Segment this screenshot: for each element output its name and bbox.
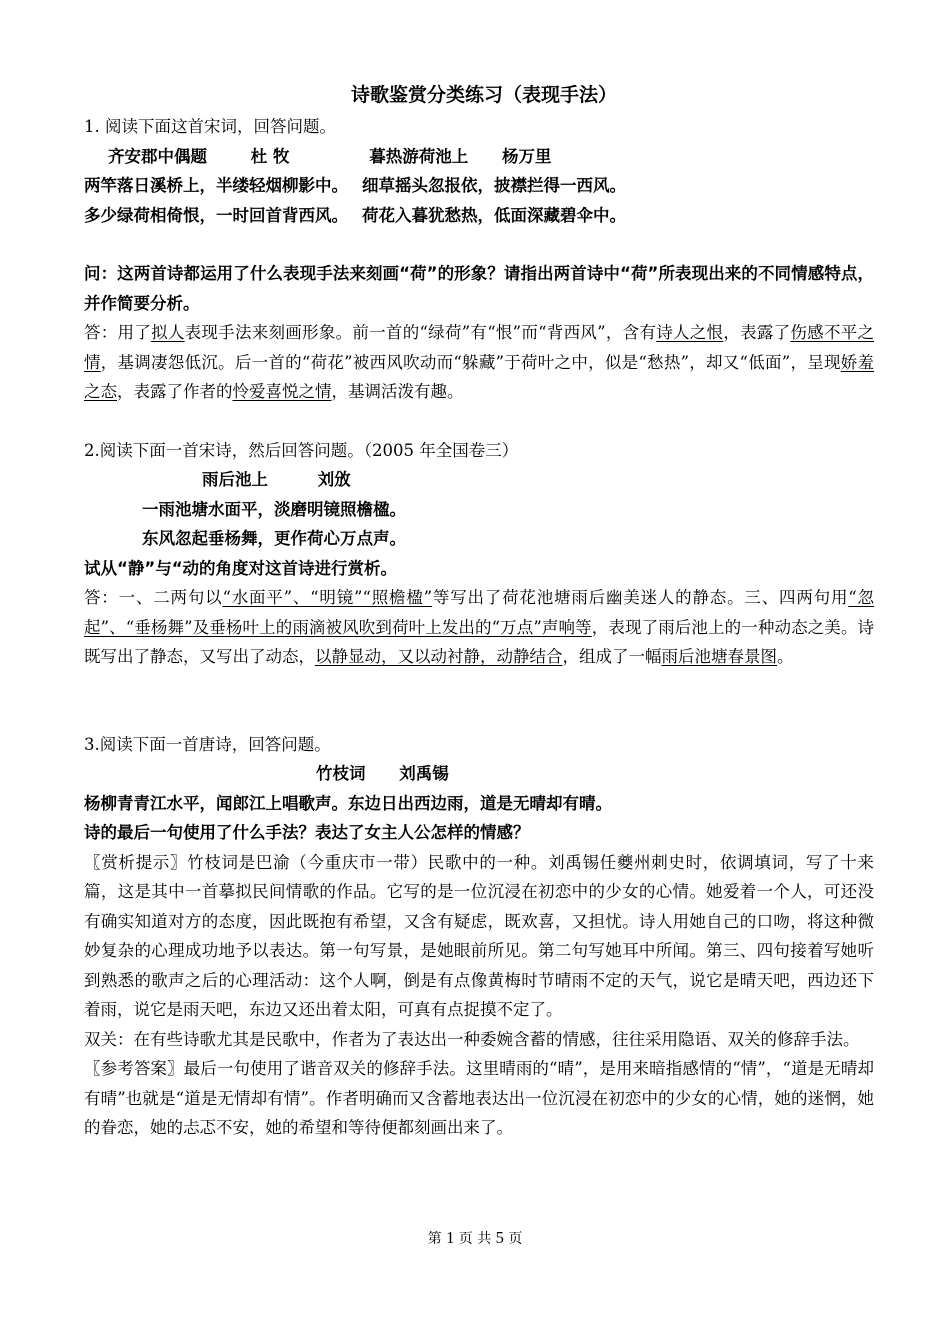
q2-poem-heading: [84, 465, 874, 495]
q1-poem-line-2: [84, 201, 874, 231]
page-footer: [0, 1228, 950, 1248]
page-title: 诗歌鉴赏分类练习（表现手法）: [350, 84, 617, 106]
document-page: [84, 78, 874, 1143]
q1-answer-underline: 娇羞之态: [84, 352, 875, 401]
q2-answer-underline: 雨后池塘春景图: [661, 647, 777, 666]
q3-poem-author: 刘禹锡: [399, 764, 449, 783]
footer-text: 页 共: [458, 1231, 492, 1247]
q1-poem-titles: [84, 142, 874, 172]
q2-prompt: 2.阅读下面一首宋诗，然后回答问题。（2005 年全国卷三）: [84, 440, 519, 460]
q3-poem-title: 竹枝词: [316, 764, 366, 783]
q1-poem-line-1: [84, 171, 874, 201]
q1-line1b: 细草摇头忽报依，披襟拦得一西风。: [362, 176, 626, 195]
q2-answer-underline: 以静显动，又以动衬静，动静结合: [315, 647, 563, 666]
q1-answer-underline: 怜爱喜悦之情: [232, 382, 332, 401]
footer-total-pages: 5: [495, 1228, 504, 1247]
q2-answer-text: 。: [777, 647, 794, 666]
q1-answer: [84, 318, 874, 407]
q1-poem-a-title: 齐安郡中偶题: [108, 146, 207, 166]
q1-answer-text: ，基调凄怨低沉。后一首的“荷花”被西风吹动而“躲藏”于荷叶之中，似是“愁热”，却又“低面”，呈现: [100, 352, 841, 372]
footer-page-number: 1: [446, 1228, 455, 1247]
q1-answer-text: ，表露了作者的: [117, 382, 233, 401]
footer-text: 页: [508, 1231, 523, 1247]
q1-answer-underline: 拟人: [151, 323, 185, 342]
q2-answer-text: 答：一、二两句以: [84, 588, 223, 607]
q1-answer-text: ，基调活泼有趣。: [331, 382, 464, 401]
q1-answer-text: 答：用了: [84, 323, 152, 342]
q2-poem-title: 雨后池上: [202, 470, 268, 489]
q1-line1a: 两竿落日溪桥上，半缕轻烟柳影中。: [84, 176, 348, 195]
q1-poem-a-author: 杜 牧: [250, 146, 290, 166]
q1-answer-text: 表现手法来刻画形象。前一首的“绿荷”有“恨”而“背西风”，含有: [184, 323, 657, 342]
q3-hint: 〖赏析提示〗竹枝词是巴渝（今重庆市一带）民歌中的一种。刘禹锡任夔州刺史时，依调填词，写了十来篇，这是其中一首摹拟民间情歌的作品。它写的是一位沉浸在初恋中的少女的心情。她爱着一个人，可还没有确实知道对方的态度，因此既抱有希望，又含有疑虑，既欢喜，又担忧。诗人用她自己的口吻，将这种微妙复杂的心理成功地予以表达。第一句写景，是她眼前所见。第二句写她耳中所闻。第三、四句接着写她听到熟悉的歌声之后的心理活动：这个人啊，倒是有点像黄梅时节晴雨不定的天气，说它是晴天吧，西边还下着雨，说它是雨天吧，东边又还出着太阳，可真有点捉摸不定了。: [84, 852, 874, 1019]
q1-line2a: 多少绿荷相倚恨，一时回首背西风。: [84, 205, 348, 225]
q1-answer-underline: 伤感不平之情: [84, 323, 874, 372]
q3-answer: 〖参考答案〗最后一句使用了谐音双关的修辞手法。这里晴雨的“晴”，是用来暗指感情的“情”，“道是无晴却有晴”也就是“道是无情却有情”。作者明确而又含蓄地表达出一位沉浸在初恋中的少女的心情，她的迷惘，她的眷恋，她的忐忑不安，她的希望和等待便都刻画出来了。: [84, 1059, 874, 1137]
q1-prompt: 1. 阅读下面这首宋词，回答问题。: [84, 117, 336, 136]
q3-poem-line: 杨柳青青江水平，闻郎江上唱歌声。东边日出西边雨，道是无晴却有晴。: [84, 793, 612, 813]
q1-line2b: 荷花入暮犹愁热，低面深藏碧伞中。: [362, 205, 626, 225]
q2-answer: [84, 583, 874, 672]
q2-question: 试从“静”与“动的角度对这首诗进行赏析。: [84, 558, 398, 578]
q3-question: 诗的最后一句使用了什么手法？表达了女主人公怎样的情感？: [84, 823, 530, 842]
q3-prompt: 3.阅读下面一首唐诗，回答问题。: [84, 734, 331, 754]
q2-poem-line-1: 一雨池塘水面平，淡磨明镜照檐楹。: [142, 499, 406, 519]
q2-answer-underline: “水面平”、“明镜”“照檐楹”: [222, 588, 433, 607]
q2-poem-line-2: 东风忽起垂杨舞，更作荷心万点声。: [142, 529, 406, 548]
q2-answer-text: ，表现了雨后池上的一种动态之美。诗既写出了静态，又写出了动态，: [84, 617, 875, 666]
q2-answer-underline: “忽起”、“垂杨舞”及垂杨叶上的雨滴被风吹到荷叶上发出的“万点”声响等: [84, 588, 875, 637]
footer-text: 第: [427, 1231, 442, 1247]
q2-poem-author: 刘攽: [317, 470, 351, 489]
q1-answer-text: ，表露了: [723, 323, 791, 342]
q1-answer-underline: 诗人之恨: [656, 323, 724, 342]
q1-poem-b-title: 暮热游荷池上: [369, 146, 469, 166]
q2-answer-text: 等写出了荷花池塘雨后幽美迷人的静态。三、四两句用: [432, 588, 849, 607]
q1-poem-b-author: 杨万里: [502, 146, 552, 166]
q2-answer-text: ，组成了一幅: [562, 647, 662, 666]
q3-note: 双关：在有些诗歌尤其是民歌中，作者为了表达出一种委婉含蓄的情感，往往采用隐语、双关的修辞手法。: [84, 1029, 860, 1049]
q1-question: 问：这两首诗都运用了什么表现手法来刻画“荷”的形象？请指出两首诗中“荷”所表现出来的不同情感特点，并作简要分析。: [84, 264, 874, 313]
q3-poem-heading: [84, 759, 874, 789]
